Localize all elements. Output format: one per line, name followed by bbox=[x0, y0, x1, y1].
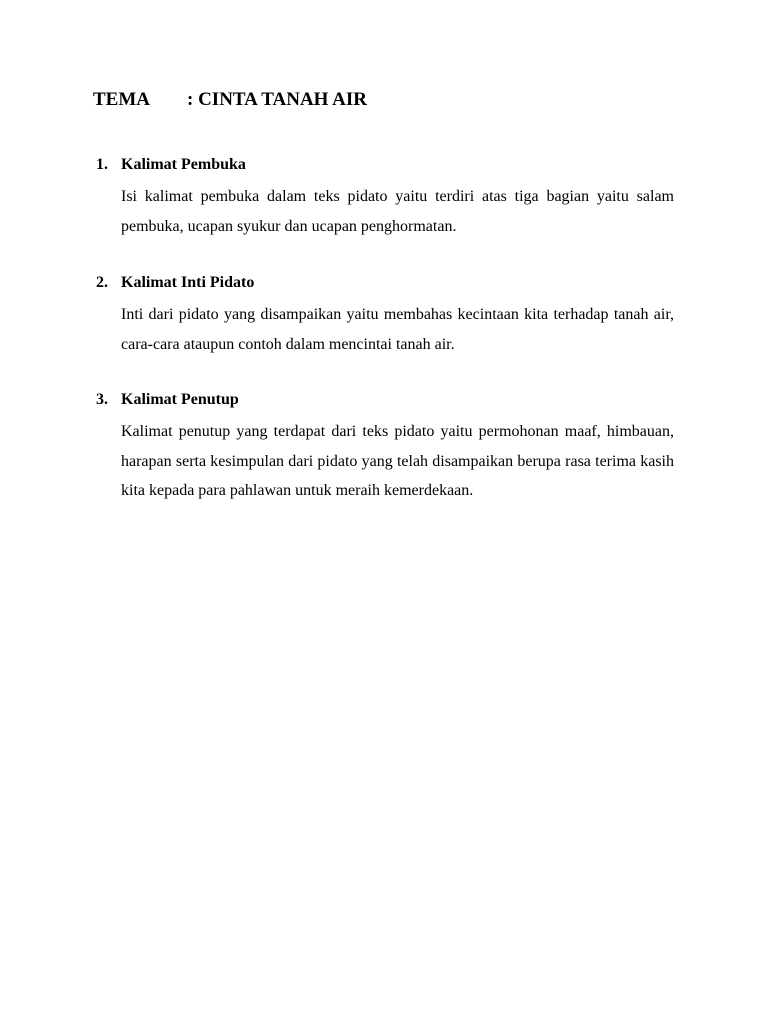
section-number: 2. bbox=[96, 274, 108, 291]
section-closing bbox=[96, 390, 674, 506]
section-title: Kalimat Penutup bbox=[121, 391, 239, 408]
section-number: 1. bbox=[96, 156, 108, 173]
section-heading bbox=[96, 273, 674, 293]
section-number: 3. bbox=[96, 391, 108, 408]
title-label: TEMA bbox=[93, 89, 150, 110]
section-title: Kalimat Inti Pidato bbox=[121, 274, 255, 291]
section-heading bbox=[96, 390, 674, 410]
title-value: : CINTA TANAH AIR bbox=[187, 89, 367, 110]
section-heading bbox=[96, 155, 674, 175]
section-body: Inti dari pidato yang disampaikan yaitu membahas kecintaan kita terhadap tanah air, cara-cara ataupun contoh dalam mencintai tanah air. bbox=[121, 306, 674, 353]
section-title: Kalimat Pembuka bbox=[121, 156, 246, 173]
section-main bbox=[96, 273, 674, 359]
section-body: Kalimat penutup yang terdapat dari teks pidato yaitu permohonan maaf, himbauan, harapan serta kesimpulan dari pidato yang telah disampaikan berupa rasa terima kasih kita kepada para pahlawan untuk meraih kemerdekaan. bbox=[121, 423, 674, 500]
section-opening bbox=[96, 155, 674, 241]
document-title bbox=[93, 88, 367, 112]
section-body: Isi kalimat pembuka dalam teks pidato yaitu terdiri atas tiga bagian yaitu salam pembuka, ucapan syukur dan ucapan penghormatan. bbox=[121, 188, 674, 235]
